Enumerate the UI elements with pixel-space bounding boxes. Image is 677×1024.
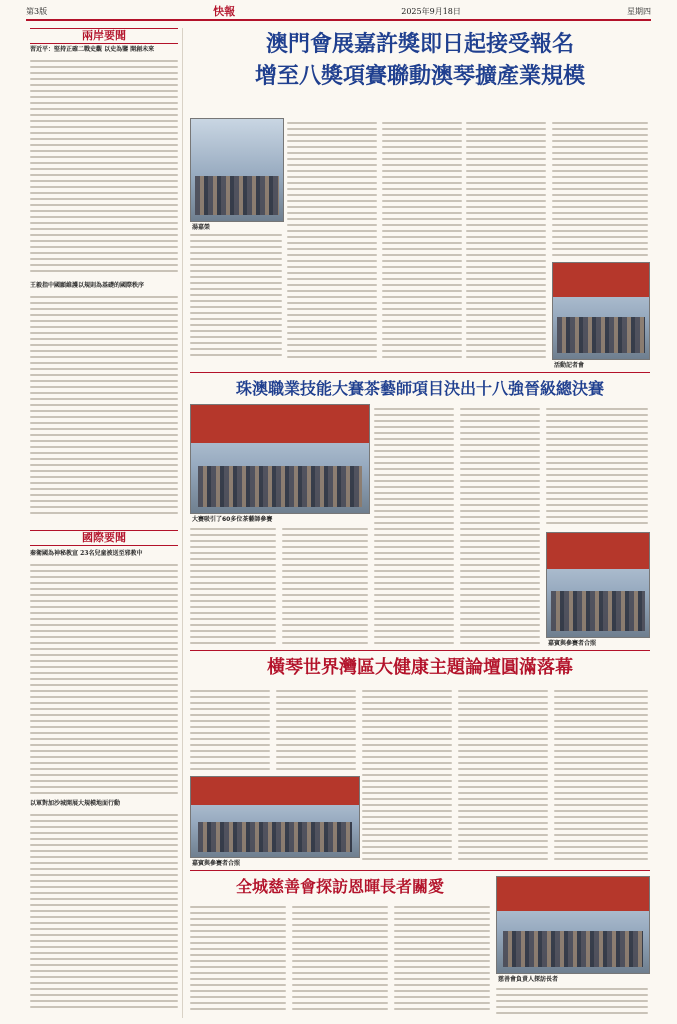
a1-portrait-photo <box>190 118 284 222</box>
a4-visit-caption: 慈善會負責人探訪長者 <box>498 976 559 983</box>
a1-headline-2: 增至八獎項賽聯動澳琴擴產業規模 <box>254 64 585 89</box>
story-cult-body <box>30 560 178 796</box>
a3-divider <box>190 870 650 871</box>
a1-body-col3 <box>382 118 462 360</box>
a1-press-caption: 活動記者會 <box>554 362 585 369</box>
a2-body-col2 <box>282 524 368 646</box>
a1-headline-1: 澳門會展嘉許獎即日起接受報名 <box>265 32 574 57</box>
a4-headline: 全城慈善會探訪恩暉長者關愛 <box>235 877 444 896</box>
story-xi-body <box>30 56 178 278</box>
a2-body-col1 <box>190 524 276 646</box>
story-wangyi-body <box>30 292 178 518</box>
weekday: 星期四 <box>626 6 651 16</box>
a3-body-col1 <box>190 686 270 772</box>
column-divider <box>182 28 183 1018</box>
a1-body-col2 <box>287 118 377 360</box>
a1-body-col1 <box>190 230 282 360</box>
masthead: 快報 <box>213 5 236 18</box>
a1-body-col4 <box>466 118 546 360</box>
story-cult-title: 秦衛國為神秘教宣 23名兒童被送至邪教中 <box>30 550 143 557</box>
issue-date: 2025年9月18日 <box>401 6 461 16</box>
page-number: 第3版 <box>26 6 48 16</box>
a4-body-col1 <box>190 902 286 1014</box>
a4-visit-photo <box>496 876 650 974</box>
a2-ceremony-photo <box>546 532 650 638</box>
a2-ceremony-caption: 嘉賓與參賽者合照 <box>548 640 597 647</box>
story-gaza-title: 以軍對加沙城開展大規模地面行動 <box>30 800 121 807</box>
a3-body-col2 <box>276 686 356 772</box>
a3-forum-photo <box>190 776 360 858</box>
a1-divider <box>190 372 650 373</box>
a4-body-col3 <box>394 902 490 1014</box>
section-cross-strait: 兩岸要聞 <box>30 28 178 44</box>
a2-body-col5 <box>546 404 648 528</box>
a4-body-col4 <box>496 984 648 1016</box>
a2-divider <box>190 650 650 651</box>
section-international: 國際要聞 <box>30 530 178 546</box>
a3-body-col4 <box>458 686 548 866</box>
story-xi-title: 習近平：堅持正確二戰史觀 以史為鑒 開創未來 <box>30 46 155 53</box>
a4-body-col2 <box>292 902 388 1014</box>
a2-body-col4 <box>460 404 540 646</box>
a3-forum-caption: 嘉賓與參賽者合照 <box>192 860 241 867</box>
a1-body-col5 <box>552 118 648 258</box>
a1-press-photo <box>552 262 650 360</box>
a2-body-col3 <box>374 404 454 646</box>
a1-portrait-caption: 湯嘉榮 <box>192 224 211 231</box>
a2-headline: 珠澳職業技能大賽茶藝師項目決出十八強晉級總決賽 <box>235 379 604 398</box>
story-gaza-body <box>30 810 178 1015</box>
story-wangyi-title: 王毅指中國願維護以規則為基礎的國際秩序 <box>30 282 145 289</box>
header-rule <box>26 19 651 21</box>
a3-body-col3 <box>362 686 452 866</box>
a2-group-photo <box>190 404 370 514</box>
a3-body-col5 <box>554 686 648 866</box>
a3-headline: 橫琴世界灣區大健康主題論壇圓滿落幕 <box>267 657 573 678</box>
page-header <box>26 4 651 18</box>
a2-group-caption: 大賽吸引了60多位茶藝師參賽 <box>192 516 273 523</box>
